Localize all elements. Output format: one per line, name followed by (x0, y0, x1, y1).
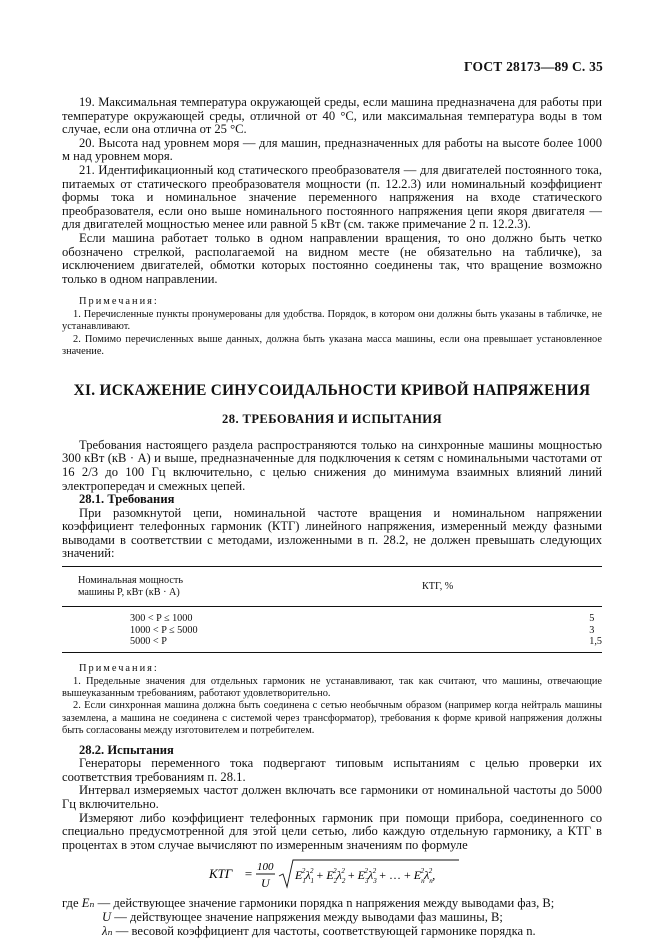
para-19: 19. Максимальная температура окружающей среды, если машина предназначена для работы при температуре окружающей среды, отличной от 40 °С, или максимальная температура воды в том случае, если она отлична от 25 °С. (62, 95, 602, 137)
table-cell-ktg: 1,5 (213, 636, 602, 652)
para-rotation: Если машина работает только в одном направлении вращения, то оно должно быть четко обозначено стрелкой, располагаемой на видном месте (не обязательно на табличке), за исключением двигателей, обмотки которых постоянно соединены так, что вращение возможно только в одном направлении. (62, 230, 602, 286)
note-1: 1. Перечисленные пункты пронумерованы для удобства. Порядок, в котором они должны быть указаны в табличке, не устанавливают. (62, 308, 602, 333)
section-title: XI. ИСКАЖЕНИЕ СИНУСОИДАЛЬНОСТИ КРИВОЙ НАПРЯЖЕНИЯ (73, 381, 591, 399)
para-28: Требования настоящего раздела распространяются только на синхронные машины мощностью 300 кВт (кВ · А) и выше, предназначенные для подключения к сетям с номинальными частотами от 16 2/3 до 100 Гц включительно, с целью снижения до минимума взаимных влияний линий электропередач и смежных цепей. (62, 437, 602, 493)
table-cell-ktg: 3 (589, 624, 595, 636)
table-row (62, 625, 602, 637)
legend-row (62, 897, 602, 911)
table-cell-power: 300 < P ≤ 1000 (130, 613, 193, 625)
ktg-formula-graphic (197, 857, 467, 891)
note-1: 1. Предельные значения для отдельных гармоник не устанавливают, так как считают, что машины, отвечающие вышеуказанным требованиям, работают удовлетворительно. (62, 675, 602, 700)
legend-text: — весовой коэффициент для частоты, соответствующей гармонике порядка n. (115, 923, 536, 938)
table-header-power: Номинальная мощность машины P, кВт (кВ · А) (62, 567, 213, 607)
table-cell-power: 1000 < P ≤ 5000 (130, 624, 198, 636)
legend-text: — действующее значение гармоники порядка n напряжения между выводами фаз, В; (97, 896, 555, 911)
subsection-title: 28. ТРЕБОВАНИЯ И ИСПЫТАНИЯ (222, 412, 442, 427)
table-row (62, 636, 602, 652)
formula-denominator: U (261, 876, 270, 891)
ktg-limits-table (62, 566, 602, 653)
clause-28-2-p3: Измеряют либо коэффициент телефонных гармоник при помощи прибора, соединенного со специально предусмотренной для этой цели сетью, либо каждую отдельную гармонику, а КТГ в процентах в этом случае вычисляют по измеренным значениям по формуле (62, 810, 602, 852)
clause-28-2-p2: Интервал измеряемых частот должен включать все гармоники от номинальной частоты до 5000 Гц включительно. (62, 783, 602, 812)
notes-heading: Примечания: (79, 663, 159, 675)
page-body (62, 96, 602, 938)
table-row (62, 607, 602, 625)
note-2: 2. Если синхронная машина должна быть соединена с сетью необычным образом (например когда нейтраль машины заземлена, а машина не соединена с системой через трансформатор), требования к форме кривой напряжения должны быть согласованы между изготовителем и потребителем. (62, 700, 602, 737)
page-header: ГОСТ 28173—89 С. 35 (464, 59, 603, 74)
table-cell-power: 5000 < P (62, 636, 213, 652)
clause-28-2-title: 28.2. Испытания (79, 742, 174, 757)
clause-28-1-text: При разомкнутой цепи, номинальной частоте вращения и номинальном напряжении коэффициент телефонных гармоник (КТГ) линейного напряжения, измеренный между фазными выводами в соответствии с методами, изложенными в п. 28.2, не должен превышать следующих значений: (62, 505, 602, 561)
notes-heading: Примечания: (79, 296, 159, 308)
legend-row (62, 911, 602, 925)
legend-symbol: U (102, 910, 112, 924)
legend-symbol: λₙ (102, 923, 113, 938)
table-header-ktg: КТГ, % (213, 567, 602, 607)
svg-text:E12λ12 + E22λ22 + E32λ32 + … +: $E_12\lambda_12 + E_22\lambda_22 + E_32\lambda_32$ + … + $E_n2\lambda_n2$, (295, 867, 436, 886)
note-2: 2. Помимо перечисленных выше данных, должна быть указана масса машины, если она превышает установленное значение. (62, 333, 602, 358)
svg-text:=: = (244, 866, 253, 882)
para-20: 20. Высота над уровнем моря — для машин, предназначенных для работы на высоте более 1000 м над уровнем моря. (62, 135, 602, 164)
ktg-formula (62, 857, 602, 891)
legend-text: — действующее значение напряжения между выводами фаз машины, В; (114, 910, 503, 924)
legend-symbol: Eₙ (81, 896, 95, 911)
clause-28-1-title: 28.1. Требования (79, 492, 175, 507)
para-21: 21. Идентификационный код статического преобразователя — для двигателей постоянного тока, питаемых от статического преобразователя мощности (п. 12.2.3) или номинальный коэффициент формы тока и номинальное значение переменного напряжения на входе статического преобразователя, если оно выше номинального постоянного напряжения цепи якоря двигателя — для двигателей мощностью менее или равной 5 кВт (см. также примечание 2 п. 12.2.3). (62, 162, 602, 232)
formula-lhs: КТГ (209, 866, 233, 882)
table-cell-ktg: 5 (589, 613, 595, 625)
clause-28-2-p1: Генераторы переменного тока подвергают типовым испытаниям с целью проверки их соответствия требованиям п. 28.1. (62, 756, 602, 784)
legend-prefix: где (62, 896, 79, 911)
formula-numerator: 100 (257, 861, 274, 874)
